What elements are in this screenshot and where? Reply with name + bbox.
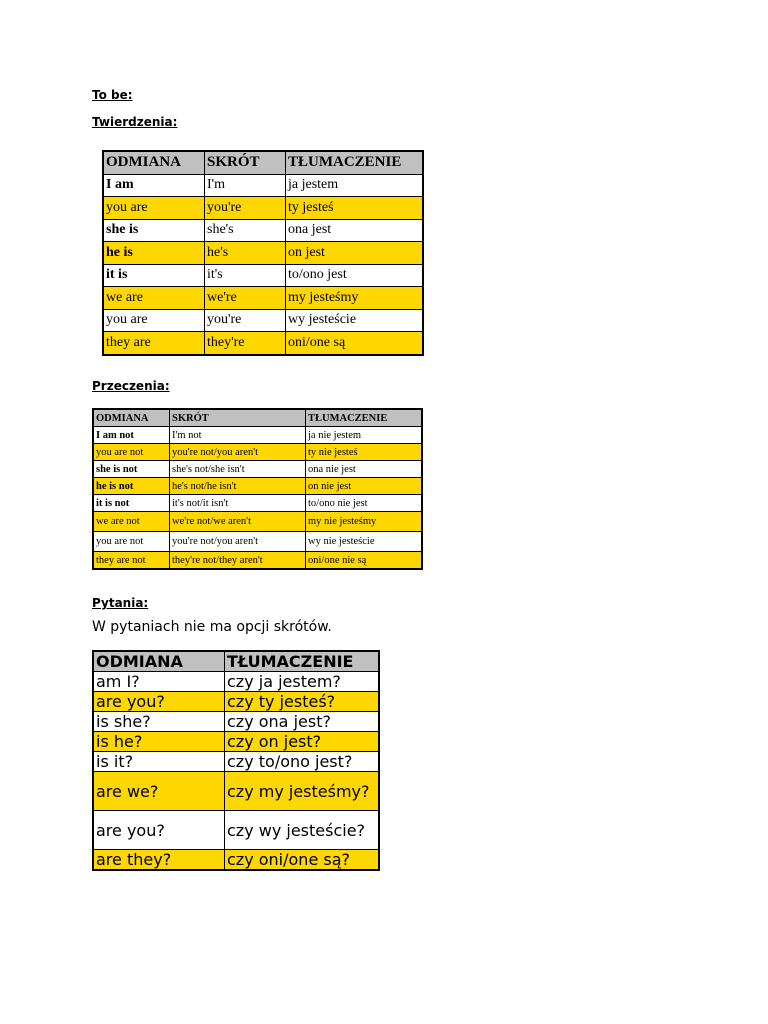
table-cell: on nie jest bbox=[306, 478, 423, 495]
table-cell: is he? bbox=[93, 732, 225, 752]
table-row bbox=[93, 512, 422, 532]
table-row bbox=[93, 478, 422, 495]
table-cell: they are bbox=[103, 332, 205, 355]
table-cell: ja jestem bbox=[286, 174, 424, 197]
table-cell: she's bbox=[205, 219, 286, 242]
table-row bbox=[93, 495, 422, 512]
table-cell: ty nie jesteś bbox=[306, 444, 423, 461]
table-cell: is she? bbox=[93, 712, 225, 732]
table-cell: ona jest bbox=[286, 219, 424, 242]
table-cell: to/ono jest bbox=[286, 264, 424, 287]
table-cell: my nie jesteśmy bbox=[306, 512, 423, 532]
table-row bbox=[93, 427, 422, 444]
table-cell: he is not bbox=[93, 478, 170, 495]
header-cell: TŁUMACZENIE bbox=[306, 409, 423, 427]
table-row bbox=[103, 174, 423, 197]
table-row bbox=[103, 219, 423, 242]
questions-table bbox=[92, 650, 380, 871]
table-cell: to/ono nie jest bbox=[306, 495, 423, 512]
heading-przeczenia: Przeczenia: bbox=[92, 379, 170, 393]
table-cell: are we? bbox=[93, 772, 225, 811]
header-cell: SKRÓT bbox=[170, 409, 306, 427]
header-cell: ODMIANA bbox=[93, 651, 225, 672]
table-cell: we're not/we aren't bbox=[170, 512, 306, 532]
table-cell: is it? bbox=[93, 752, 225, 772]
table-cell: she is bbox=[103, 219, 205, 242]
table-row bbox=[103, 287, 423, 310]
table-cell: czy ty jesteś? bbox=[225, 692, 380, 712]
table-header-row bbox=[93, 409, 422, 427]
heading-to-be: To be: bbox=[92, 88, 133, 102]
table-cell: czy on jest? bbox=[225, 732, 380, 752]
table-row bbox=[103, 309, 423, 332]
table-cell: you're bbox=[205, 309, 286, 332]
table-cell: am I? bbox=[93, 672, 225, 692]
table-cell: czy to/ono jest? bbox=[225, 752, 380, 772]
heading-pytania: Pytania: bbox=[92, 596, 149, 610]
table-row bbox=[93, 461, 422, 478]
table-cell: my jesteśmy bbox=[286, 287, 424, 310]
table-cell: on jest bbox=[286, 242, 424, 265]
table-cell: we are not bbox=[93, 512, 170, 532]
table-cell: they're bbox=[205, 332, 286, 355]
table-row bbox=[93, 752, 379, 772]
table-cell: they're not/they aren't bbox=[170, 552, 306, 570]
table-row bbox=[103, 197, 423, 220]
table-cell: oni/one nie są bbox=[306, 552, 423, 570]
table-cell: ty jesteś bbox=[286, 197, 424, 220]
table-cell: it's not/it isn't bbox=[170, 495, 306, 512]
table-cell: czy ona jest? bbox=[225, 712, 380, 732]
table-cell: czy wy jesteście? bbox=[225, 811, 380, 850]
table-cell: you're bbox=[205, 197, 286, 220]
table-cell: he's bbox=[205, 242, 286, 265]
table-cell: she's not/she isn't bbox=[170, 461, 306, 478]
table-cell: you're not/you aren't bbox=[170, 444, 306, 461]
table-header-row bbox=[93, 651, 379, 672]
table-row bbox=[93, 772, 379, 811]
table-cell: it's bbox=[205, 264, 286, 287]
table-cell: they are not bbox=[93, 552, 170, 570]
table-cell: he's not/he isn't bbox=[170, 478, 306, 495]
table-cell: you are bbox=[103, 197, 205, 220]
table-header-row bbox=[103, 151, 423, 174]
table-row bbox=[93, 552, 422, 570]
table-row bbox=[93, 672, 379, 692]
table-cell: wy jesteście bbox=[286, 309, 424, 332]
table-row bbox=[93, 692, 379, 712]
table-cell: ja nie jestem bbox=[306, 427, 423, 444]
table-cell: you are not bbox=[93, 532, 170, 552]
heading-twierdzenia: Twierdzenia: bbox=[92, 115, 178, 129]
header-cell: TŁUMACZENIE bbox=[286, 151, 424, 174]
table-cell: you're not/you aren't bbox=[170, 532, 306, 552]
table-row bbox=[103, 332, 423, 355]
table-cell: you are bbox=[103, 309, 205, 332]
header-cell: TŁUMACZENIE bbox=[225, 651, 380, 672]
table-cell: ona nie jest bbox=[306, 461, 423, 478]
table-cell: I'm bbox=[205, 174, 286, 197]
negative-table bbox=[92, 408, 423, 570]
header-cell: SKRÓT bbox=[205, 151, 286, 174]
table-cell: czy my jesteśmy? bbox=[225, 772, 380, 811]
table-cell: are you? bbox=[93, 811, 225, 850]
table-row bbox=[93, 732, 379, 752]
table-row bbox=[103, 264, 423, 287]
table-cell: are they? bbox=[93, 850, 225, 871]
table-row bbox=[93, 532, 422, 552]
table-cell: I am bbox=[103, 174, 205, 197]
table-cell: czy oni/one są? bbox=[225, 850, 380, 871]
table-cell: oni/one są bbox=[286, 332, 424, 355]
table-cell: it is bbox=[103, 264, 205, 287]
table-cell: czy ja jestem? bbox=[225, 672, 380, 692]
table-row bbox=[93, 444, 422, 461]
table-cell: we are bbox=[103, 287, 205, 310]
table-cell: I'm not bbox=[170, 427, 306, 444]
table-cell: wy nie jesteście bbox=[306, 532, 423, 552]
table-row bbox=[93, 712, 379, 732]
table-cell: we're bbox=[205, 287, 286, 310]
table-cell: I am not bbox=[93, 427, 170, 444]
header-cell: ODMIANA bbox=[103, 151, 205, 174]
questions-note: W pytaniach nie ma opcji skrótów. bbox=[92, 619, 332, 635]
table-cell: she is not bbox=[93, 461, 170, 478]
table-row bbox=[93, 811, 379, 850]
table-row bbox=[93, 850, 379, 871]
affirmative-table bbox=[102, 150, 424, 356]
table-row bbox=[103, 242, 423, 265]
table-cell: he is bbox=[103, 242, 205, 265]
table-cell: you are not bbox=[93, 444, 170, 461]
table-cell: it is not bbox=[93, 495, 170, 512]
table-cell: are you? bbox=[93, 692, 225, 712]
header-cell: ODMIANA bbox=[93, 409, 170, 427]
